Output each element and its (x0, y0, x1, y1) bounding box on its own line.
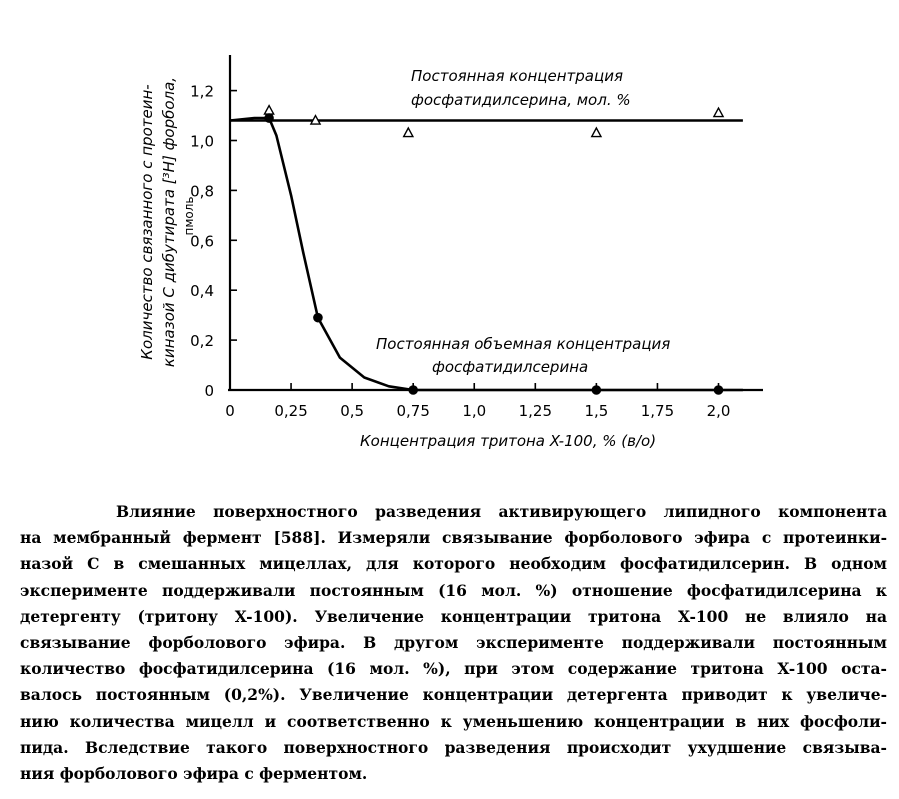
y-axis-label-line-2: киназой С дибутирата [³H] форбола, (160, 76, 178, 368)
caption-line: Влияние поверхностного разведения активирующего липидного компонента (116, 502, 887, 521)
y-tick-label: 0,8 (190, 182, 214, 201)
x-tick-label: 1,25 (518, 402, 553, 420)
data-point-circle (264, 113, 274, 123)
x-ticks (225, 383, 730, 420)
data-point-circle (714, 385, 724, 395)
x-tick-label: 0,25 (274, 402, 308, 420)
data-point-triangle (592, 128, 601, 137)
y-tick-label: 0,4 (190, 282, 214, 301)
y-tick-label: 1,2 (190, 82, 214, 101)
annotation-const-mol (411, 67, 631, 109)
y-axis-label-line-3: пмоль (182, 196, 196, 236)
x-tick-label: 0,5 (340, 402, 365, 420)
caption-line: эксперименте поддерживали постоянным (16 мол. %) отношение фосфатидилсерина к (20, 580, 887, 600)
x-tick-label: 1,75 (640, 402, 675, 420)
y-tick-label: 0,2 (190, 332, 214, 351)
x-tick-label: 0 (225, 402, 235, 420)
x-tick-label: 1,5 (584, 402, 609, 420)
annotation-const-vol-line-1: Постоянная объемная концентрация (376, 335, 671, 353)
x-tick-label: 1,0 (462, 402, 487, 420)
figure-caption (20, 499, 887, 787)
annotation-const-vol-line-2: фосфатидилсерина (432, 358, 589, 376)
x-tick-label: 0,75 (396, 402, 430, 420)
caption-line: нию количества мицелл и соответственно к уменьшению концентрации в них фосфоли- (20, 711, 887, 731)
data-point-triangle (404, 128, 413, 137)
y-tick-label: 0,6 (190, 232, 214, 251)
data-point-circle (592, 385, 602, 395)
annotation-const-mol-line-2: фосфатидилсерина, мол. % (411, 91, 631, 109)
data-point-triangle (264, 106, 273, 115)
data-point-circle (408, 385, 418, 395)
annotation-const-mol-line-1: Постоянная концентрация (411, 67, 623, 85)
y-tick-label: 0 (204, 382, 214, 400)
y-axis-label-line-1: Количество связанного с протеин- (138, 84, 156, 360)
data-point-circle (313, 313, 323, 323)
caption-line: ния форболового эфира с ферментом. (20, 764, 368, 784)
x-axis-label: Концентрация тритона X-100, % (в/о) (360, 432, 657, 450)
caption-line: связывание форболового эфира. В другом эксперименте поддерживали постоянным (20, 633, 887, 653)
caption-line: валось постоянным (0,2%). Увеличение концентрации детергента приводит к увеличе- (20, 685, 887, 705)
caption-line: детергенту (тритону X-100). Увеличение концентрации тритона X-100 не влияло на (20, 606, 887, 626)
data-point-triangle (714, 108, 723, 117)
caption-line: назой С в смешанных мицеллах, для которого необходим фосфатидилсерин. В одном (20, 554, 887, 574)
x-tick-label: 2,0 (706, 402, 731, 420)
caption-line: на мембранный фермент [588]. Измеряли связывание форболового эфира с протеинки- (20, 528, 887, 548)
caption-line: пида. Вследствие такого поверхностного разведения происходит ухудшение связыва- (20, 737, 887, 757)
y-axis-label (138, 77, 196, 367)
y-tick-label: 1,0 (190, 132, 214, 151)
annotation-const-vol (376, 335, 670, 376)
caption-line: количество фосфатидилсерина (16 мол. %), при этом содержание тритона X-100 оста- (20, 659, 887, 679)
